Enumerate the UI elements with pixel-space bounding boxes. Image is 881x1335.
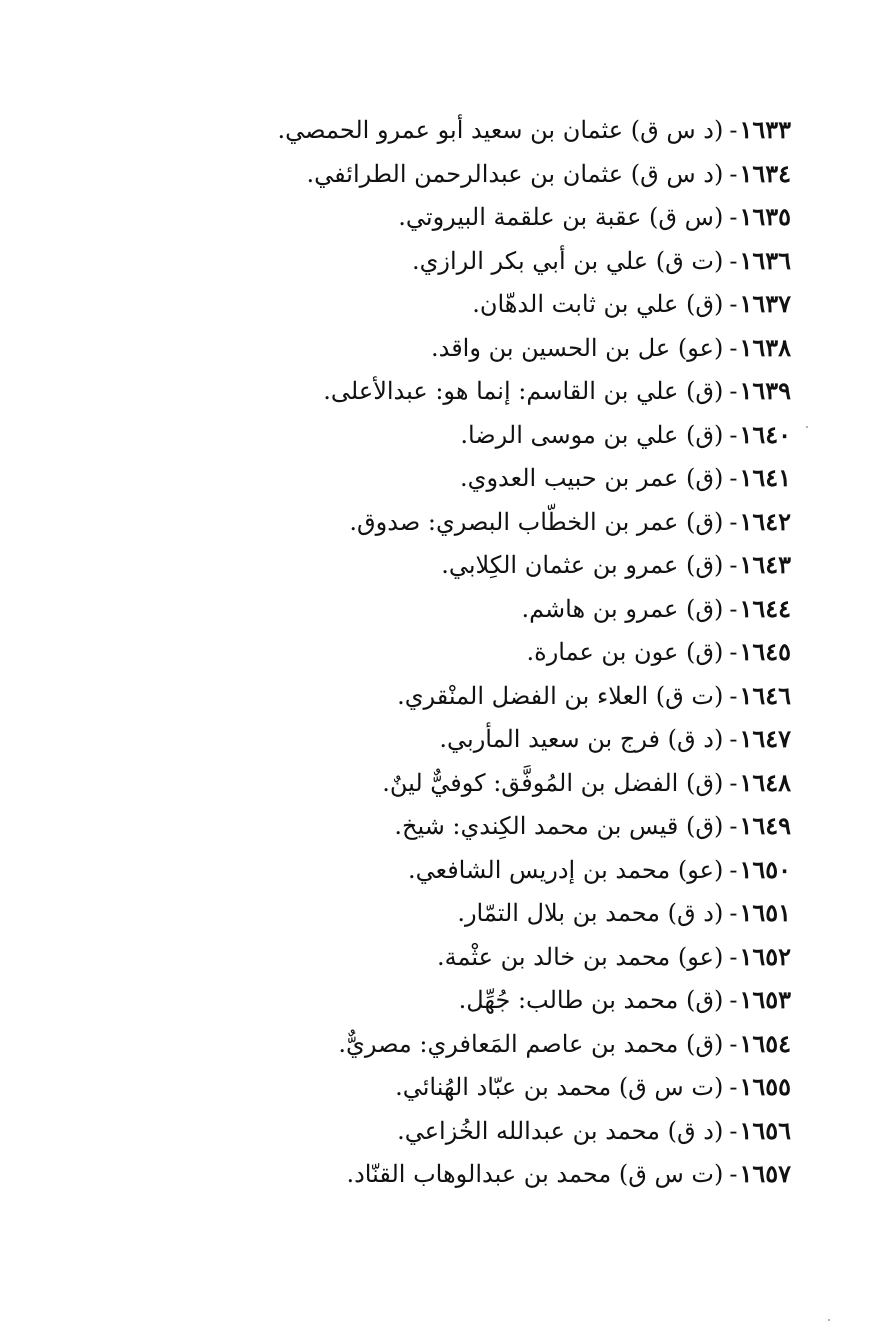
entry-text: (ق) عمر بن حبيب العدوي. (460, 464, 724, 492)
list-item (91, 543, 791, 587)
list-item (91, 195, 791, 239)
entry-dash: - (729, 159, 738, 188)
entry-text: (ق) عمر بن الخطّاب البصري: صدوق. (349, 507, 724, 536)
entry-text: (د س ق) عثمان بن عبدالرحمن الطرائفي. (306, 159, 724, 188)
list-item (91, 152, 791, 196)
entry-dash: - (729, 377, 738, 405)
entry-dash: - (729, 507, 738, 536)
entry-text: (ق) عمرو بن هاشم. (521, 594, 724, 623)
list-item (91, 978, 791, 1022)
entry-text: (ق) محمد بن طالب: جُهِّل. (458, 986, 724, 1014)
entry-dash: - (729, 333, 738, 362)
list-item (91, 282, 791, 326)
entry-number: ١٦٤٣ (739, 550, 791, 579)
entry-dash: - (729, 594, 738, 623)
entry-text: (ت ق) علي بن أبي بكر الرازي. (411, 246, 724, 275)
entry-number: ١٦٤١ (739, 463, 791, 492)
entry-dash: - (729, 638, 738, 666)
entry-dash: - (729, 768, 738, 797)
entry-dash: - (729, 203, 738, 231)
list-item (91, 891, 791, 935)
entry-text: (ق) عمرو بن عثمان الكِلابي. (441, 551, 724, 579)
list-item (91, 848, 791, 892)
entry-number: ١٦٤٥ (739, 637, 791, 666)
entry-number: ١٦٣٤ (739, 158, 791, 188)
entry-dash: - (729, 116, 738, 144)
list-item (91, 761, 791, 805)
entry-dash: - (729, 290, 738, 318)
entry-text: (عو) محمد بن إدريس الشافعي. (407, 855, 724, 884)
entry-text: (د س ق) عثمان بن سعيد أبو عمرو الحمصي. (277, 116, 724, 144)
list-item (91, 935, 791, 979)
entry-number: ١٦٣٨ (739, 332, 791, 362)
entry-dash: - (729, 899, 738, 927)
entry-number: ١٦٥٤ (739, 1028, 791, 1058)
list-item (91, 630, 791, 674)
list-item (91, 1109, 791, 1153)
entry-text: (عو) محمد بن خالد بن عثْمة. (437, 942, 724, 971)
entry-number: ١٦٤٠ (739, 419, 791, 449)
entry-number: ١٦٥٥ (739, 1072, 791, 1101)
entry-number: ١٦٤٢ (739, 506, 791, 536)
entry-text: (ق) قيس بن محمد الكِندي: شيخ. (394, 812, 724, 840)
list-item (91, 804, 791, 848)
entry-text: (ق) علي بن ثابت الدهّان. (472, 290, 724, 318)
entry-dash: - (729, 942, 738, 971)
entry-text: (ت س ق) محمد بن عبدالوهاب القنّاد. (346, 1160, 724, 1188)
list-item (91, 413, 791, 457)
entry-text: (د ق) محمد بن عبدالله الخُزاعي. (397, 1116, 724, 1145)
list-item (91, 500, 791, 544)
list-item (91, 1065, 791, 1109)
entry-dash: - (729, 725, 738, 753)
entry-number: ١٦٤٦ (739, 680, 791, 710)
entry-number: ١٦٤٨ (739, 767, 791, 797)
list-item (91, 456, 791, 500)
entry-text: (ت س ق) محمد بن عبّاد الهُنائي. (395, 1073, 724, 1101)
entry-dash: - (729, 1073, 738, 1101)
entry-text: (ت ق) العلاء بن الفضل المنْقري. (397, 681, 724, 710)
entry-text: (ق) عون بن عمارة. (526, 638, 724, 666)
scan-speck (806, 426, 808, 428)
entry-dash: - (729, 420, 738, 449)
entry-number: ١٦٥١ (739, 898, 791, 927)
entry-dash: - (729, 246, 738, 275)
entry-text: (ق) علي بن القاسم: إنما هو: عبدالأعلى. (323, 377, 724, 405)
entry-number: ١٦٣٣ (739, 115, 791, 144)
entry-text: (ق) محمد بن عاصم المَعافري: مصريٌّ. (338, 1029, 724, 1058)
entry-number: ١٦٣٥ (739, 202, 791, 231)
list-item (91, 587, 791, 631)
entry-dash: - (729, 855, 738, 884)
entry-text: (د ق) محمد بن بلال التمّار. (457, 899, 724, 927)
entry-number: ١٦٥٠ (739, 854, 791, 884)
list-item (91, 326, 791, 370)
entry-number: ١٦٣٦ (739, 245, 791, 275)
entry-dash: - (729, 551, 738, 579)
entry-dash: - (729, 681, 738, 710)
entry-dash: - (729, 1160, 738, 1188)
list-item (91, 108, 791, 152)
entry-number: ١٦٥٧ (739, 1159, 791, 1188)
entry-dash: - (729, 986, 738, 1014)
scan-speck (828, 1319, 830, 1321)
entry-number: ١٦٣٩ (739, 376, 791, 405)
list-item (91, 239, 791, 283)
entry-list (91, 108, 791, 1196)
entry-text: (س ق) عقبة بن علقمة البيروتي. (398, 203, 724, 231)
entry-dash: - (729, 464, 738, 492)
entry-number: ١٦٥٣ (739, 985, 791, 1014)
entry-number: ١٦٥٢ (739, 941, 791, 971)
entry-dash: - (729, 1029, 738, 1058)
list-item (91, 369, 791, 413)
entry-text: (ق) الفضل بن المُوفَّق: كوفيٌّ لينٌ. (382, 768, 724, 797)
list-item (91, 674, 791, 718)
entry-dash: - (729, 812, 738, 840)
entry-number: ١٦٣٧ (739, 289, 791, 318)
entry-text: (ق) علي بن موسى الرضا. (460, 420, 724, 449)
entry-dash: - (729, 1116, 738, 1145)
entry-number: ١٦٤٤ (739, 593, 791, 623)
entry-number: ١٦٤٧ (739, 724, 791, 753)
entry-text: (د ق) فرج بن سعيد المأربي. (439, 725, 724, 753)
list-item (91, 1022, 791, 1066)
list-item (91, 1152, 791, 1196)
list-item (91, 717, 791, 761)
entry-number: ١٦٥٦ (739, 1115, 791, 1145)
entry-text: (عو) عل بن الحسين بن واقد. (430, 333, 724, 362)
entry-number: ١٦٤٩ (739, 811, 791, 840)
